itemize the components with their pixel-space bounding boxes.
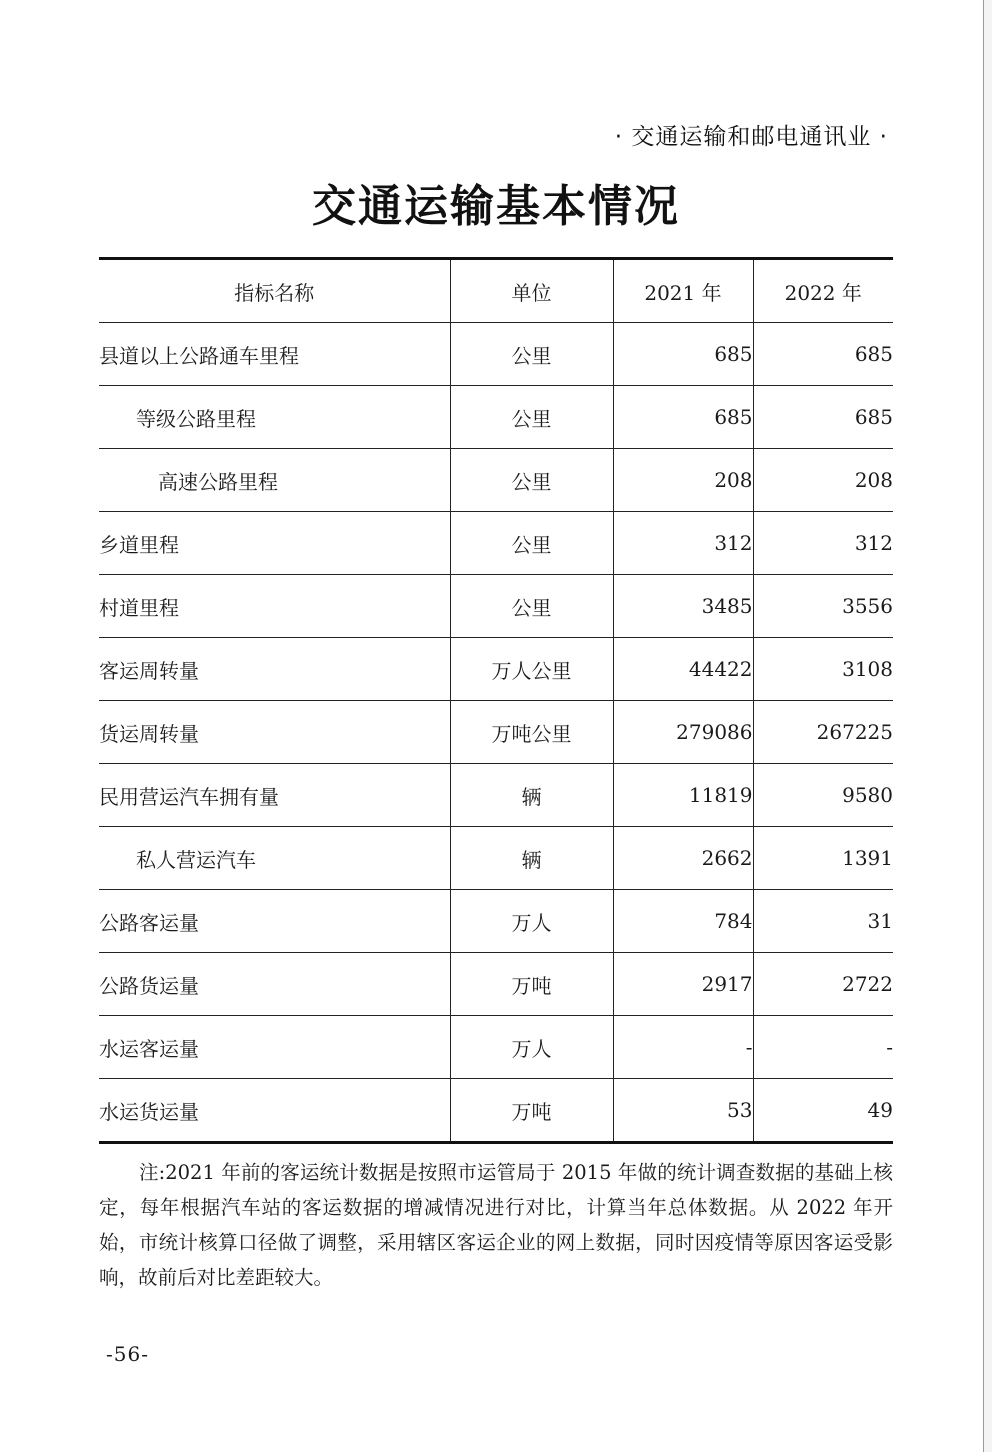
- table-row: [99, 386, 893, 449]
- indicator-name: 民用营运汽车拥有量: [99, 764, 450, 827]
- unit-cell: 万人: [450, 1016, 613, 1079]
- value-2021: 685: [613, 386, 753, 449]
- value-2022: 49: [753, 1079, 893, 1143]
- value-2021: 2662: [613, 827, 753, 890]
- statistics-table: [99, 257, 893, 1144]
- unit-cell: 公里: [450, 323, 613, 386]
- value-2021: -: [613, 1016, 753, 1079]
- indicator-name: 货运周转量: [99, 701, 450, 764]
- value-2022: 208: [753, 449, 893, 512]
- value-2022: -: [753, 1016, 893, 1079]
- value-2021: 53: [613, 1079, 753, 1143]
- indicator-name: 公路货运量: [99, 953, 450, 1016]
- table-row: [99, 701, 893, 764]
- indicator-name: 公路客运量: [99, 890, 450, 953]
- value-2022: 3108: [753, 638, 893, 701]
- indicator-name: 水运货运量: [99, 1079, 450, 1143]
- value-2021: 208: [613, 449, 753, 512]
- value-2022: 9580: [753, 764, 893, 827]
- table-row: [99, 638, 893, 701]
- table-row: [99, 827, 893, 890]
- section-header: · 交通运输和邮电通讯业 ·: [614, 124, 888, 150]
- column-header-2022: 2022 年: [753, 259, 893, 323]
- page-number: -56-: [106, 1342, 149, 1366]
- unit-cell: 万人: [450, 890, 613, 953]
- indicator-name: 乡道里程: [99, 512, 450, 575]
- value-2022: 2722: [753, 953, 893, 1016]
- table-row: [99, 512, 893, 575]
- value-2021: 3485: [613, 575, 753, 638]
- indicator-name: 水运客运量: [99, 1016, 450, 1079]
- indicator-name: 私人营运汽车: [99, 827, 450, 890]
- unit-cell: 万吨: [450, 1079, 613, 1143]
- table-row: [99, 764, 893, 827]
- table-row: [99, 1079, 893, 1143]
- unit-cell: 万人公里: [450, 638, 613, 701]
- unit-cell: 公里: [450, 575, 613, 638]
- value-2021: 44422: [613, 638, 753, 701]
- table-row: [99, 1016, 893, 1079]
- indicator-name: 县道以上公路通车里程: [99, 323, 450, 386]
- indicator-name: 村道里程: [99, 575, 450, 638]
- value-2022: 31: [753, 890, 893, 953]
- table-header-row: [99, 259, 893, 323]
- value-2021: 784: [613, 890, 753, 953]
- page-title: 交通运输基本情况: [312, 181, 680, 232]
- table-row: [99, 890, 893, 953]
- column-header-unit: 单位: [450, 259, 613, 323]
- table-row: [99, 449, 893, 512]
- unit-cell: 公里: [450, 386, 613, 449]
- unit-cell: 万吨: [450, 953, 613, 1016]
- value-2022: 685: [753, 323, 893, 386]
- value-2021: 685: [613, 323, 753, 386]
- value-2022: 312: [753, 512, 893, 575]
- value-2021: 279086: [613, 701, 753, 764]
- table-row: [99, 953, 893, 1016]
- value-2022: 685: [753, 386, 893, 449]
- unit-cell: 公里: [450, 449, 613, 512]
- value-2022: 3556: [753, 575, 893, 638]
- indicator-name: 客运周转量: [99, 638, 450, 701]
- unit-cell: 万吨公里: [450, 701, 613, 764]
- column-header-indicator: 指标名称: [99, 259, 450, 323]
- value-2022: 1391: [753, 827, 893, 890]
- table-row: [99, 323, 893, 386]
- table-row: [99, 575, 893, 638]
- indicator-name: 高速公路里程: [99, 449, 450, 512]
- indicator-name: 等级公路里程: [99, 386, 450, 449]
- column-header-2021: 2021 年: [613, 259, 753, 323]
- value-2022: 267225: [753, 701, 893, 764]
- unit-cell: 辆: [450, 827, 613, 890]
- value-2021: 2917: [613, 953, 753, 1016]
- value-2021: 11819: [613, 764, 753, 827]
- unit-cell: 辆: [450, 764, 613, 827]
- value-2021: 312: [613, 512, 753, 575]
- table-note: 注:2021 年前的客运统计数据是按照市运管局于 2015 年做的统计调查数据的基础上核定，每年根据汽车站的客运数据的增减情况进行对比，计算当年总体数据。从 2022 年开始，市统计核算口径做了调整，采用辖区客运企业的网上数据，同时因疫情等原因客运受影响，故前后对比差距较大。: [99, 1161, 893, 1289]
- unit-cell: 公里: [450, 512, 613, 575]
